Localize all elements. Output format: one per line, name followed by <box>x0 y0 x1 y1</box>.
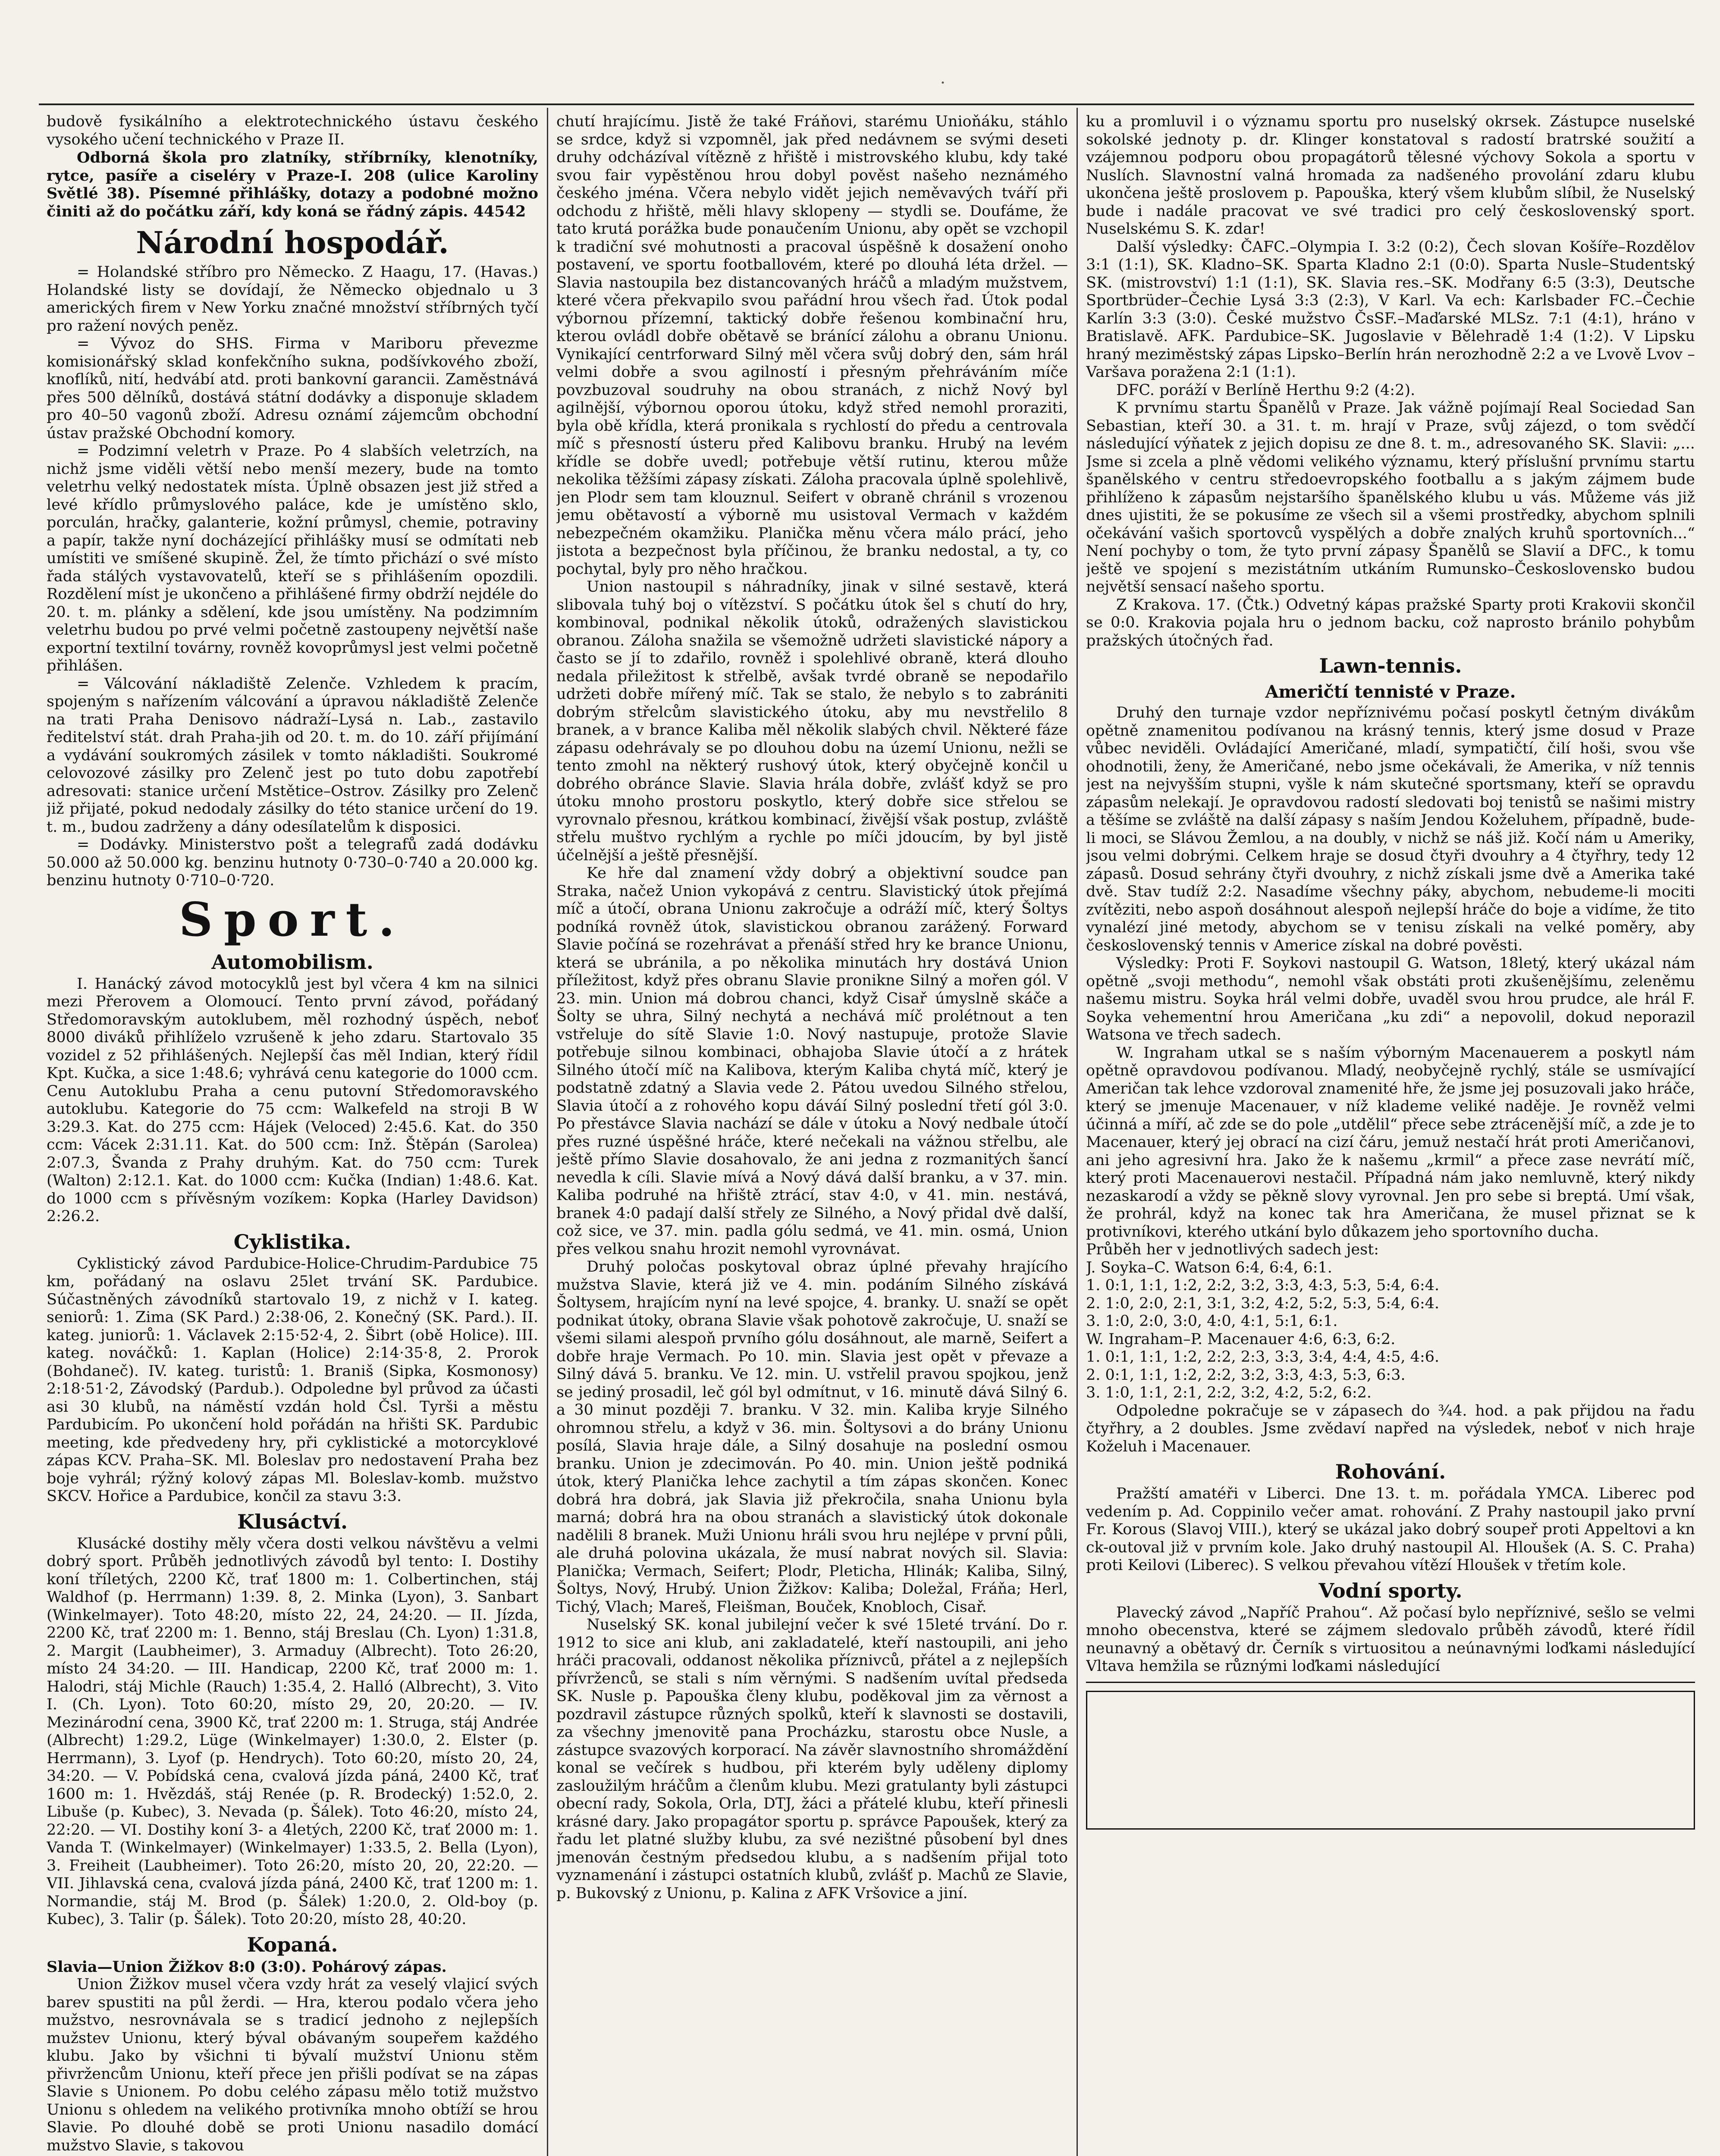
section-subheading: Cyklistika. <box>233 1230 352 1253</box>
article-paragraph: Union Žižkov musel včera vzdy hrát za veselý vlajicí svých barev spustiti na půl žerdi. — Hra, kterou podalo včera jeho mužstvo, nesrovnávala se s tradicí jednoho z nejlepších mužstev Unionu, který býval obávaným soupeřem každého klubu. Jako by všichni ti bývalí mužství Unionu stěm přivržencům Unionu, kteří přece jen přišli podívat se na zápas Slavie s Unionem. Po dobu celého zápasu mělo totiž mužstvo Unionu s ohledem na velikého protivníka mnoho obtíží se hrou Slavie. Po dlouhé době se proti Unionu nasadilo domácí mužstvo Slavie, s takovou <box>47 1976 538 2154</box>
sport-heading: Sport. <box>179 892 406 947</box>
article-paragraph: 1. 0:1, 1:1, 1:2, 2:2, 2:3, 3:3, 3:4, 4:4, 4:5, 4:6. <box>1086 1348 1440 1366</box>
article-paragraph: Nuselský SK. konal jubilejní večer k své 15leté trvání. Do r. 1912 to sice ani klub, ani zakladatelé, kteří nastoupili, ani jeho hráči pracovali, oddanost několika příznivců, přátel a z nejlepších přívrženců, se stali s ním věrnými. S nadšením uvítal předseda SK. Nusle p. Papouška členy klubu, poděkoval jim za věrnost a pozdravil zástupce různých spolků, kteří k slavnosti se dostavili, za všechny jmenovitě pana Procházku, starostu obce Nusle, a zástupce svazových korporací. Na závěr slavnostního shromáždění konal se večírek s hudbou, při kterém byly uděleny diplomy zasloužilým hráčům a členům klubu. Mezi gratulanty byli zástupci obecní rady, Sokola, Orla, DTJ, žáci a přátelé klubu, kteří přinesli krásné dary. Jako propagátor sportu p. správce Papoušek, který za řadu let platné služby klubu, za své nezištné působení byl dnes jmenován čestným předsedou klubu, a s nadšením přijal toto vyznamenání i zástupci ostatních klubů, zvlášť p. Machů ze Slavie, p. Bukovský z Unionu, p. Kalina z AFK Vršovice a jiní. <box>556 1616 1068 1902</box>
article-paragraph: Z Krakova. 17. (Čtk.) Odvetný kápas pražské Sparty proti Krakovii skončil se 0:0. Krakovia pojala hru o jednom backu, což naprosto bránilo pohybům pražských útočných řad. <box>1086 596 1695 649</box>
section-subheading: Kopaná. <box>247 1933 338 1956</box>
article-paragraph: Pražští amatéři v Liberci. Dne 13. t. m. pořádala YMCA. Liberec pod vedením p. Ad. Coppinilo večer amat. rohování. Z Prahy nastoupil jako první Fr. Korous (Slavoj VIII.), který se ukázal jako dobrý soupeř proti Appeltovi a kn ck-outoval již v prvním kole. Jako druhý nastoupil Al. Hloušek (A. S. C. Praha) proti Keilovi (Liberec). S velkou převahou vítězí Hloušek v třetím kole. <box>1086 1485 1695 1574</box>
article-paragraph: Cyklistický závod Pardubice-Holice-Chrudim-Pardubice 75 km, pořádaný na oslavu 25let trvání SK. Pardubice. Súčastněných závodníků startovalo 19, z nichž v I. kateg. seniorů: 1. Zima (SK Pard.) 2:38·06, 2. Konečný (SK. Pard.). II. kateg. juniorů: 1. Václavek 2:15·52·4, 2. Šibrt (obě Holice). III. kateg. nováčků: 1. Kaplan (Holice) 2:14·35·8, 2. Prorok (Bohdaneč). IV. kateg. turistů: 1. Braniš (Sipka, Kosmonosy) 2:18·51·2, Závodský (Pardub.). Odpoledne byl průvod za účasti asi 30 klubů, na náměstí vzdán hold Čsl. Tyrši a městu Pardubicím. Po ukončení hold pořádán na hřišti SK. Pardubic meeting, kde předvedeny hry, při cyklistické a motorcyklové zápas KCV. Praha–SK. Ml. Boleslav pro nedostavení Praha bez boje vyhrál; rýžný kolový zápas Ml. Boleslav-komb. mužstvo SKCV. Hořice a Pardubice, končil za stavu 3:3. <box>47 1255 538 1505</box>
column-2 <box>556 113 1068 2156</box>
article-paragraph: Union nastoupil s náhradníky, jinak v silné sestavě, která slibovala tuhý boj o vítězství. S počátku útok šel s chutí do hry, kombinoval, podnikal několik útoků, odražených slavistickou obranou. Záloha snažila se všemožně udržeti slavistické nápory a často se jí to zdařilo, rovněž i spolehlivé obraně, která dlouho nedala přiležitost k střelbě, avšak tvrdé obraně se nepodařilo udržeti dobře mířený míč. Tak se stalo, že nebylo s to zabrániti dobrým střelcům slavistického útoku, aby mu nevstřelilo 8 branek, a v brance Kaliba měl několik slabých chvil. Některé fáze zápasu odehrávaly se po dlouhou dobu na území Unionu, nežli se tento zmohl na některý rushový útok, který obyčejně končil u dobrého obránce Slavie. Slavia hrála dobře, zvlášť když se pro útoku mnoho prostoru poskytlo, který dobře sice střelou se vyrovnalo přesnou, krátkou kombinací, živější však postup, zvláště střelu muštvo rychlým a rychle po míči jdoucím, by byl jistě účelnější a ještě přesnější. <box>556 578 1068 864</box>
article-paragraph: = Dodávky. Ministerstvo pošt a telegrafů zadá dodávku 50.000 až 50.000 kg. benzinu hutnoty 0·730–0·740 a 20.000 kg. benzinu hutnoty 0·710–0·720. <box>47 836 538 889</box>
column-separator-1 <box>547 108 548 2156</box>
column-1 <box>47 113 538 2156</box>
section-heading: Národní hospodář. <box>136 225 449 260</box>
section-subheading: Vodní sporty. <box>1318 1579 1463 1602</box>
article-paragraph: Průběh her v jednotlivých sadech jest: <box>1086 1241 1379 1258</box>
article-paragraph: 3. 1:0, 2:0, 3:0, 4:0, 4:1, 5:1, 6:1. <box>1086 1313 1338 1330</box>
section-subheading: Rohování. <box>1335 1460 1446 1483</box>
article-paragraph: budově fysikálního a elektrotechnického ústavu českého vysokého učení technického v Praze II. <box>47 113 538 148</box>
article-paragraph: ku a promluvil i o významu sportu pro nuselský okrsek. Zástupce nuselské sokolské jednoty p. dr. Klinger konstatoval s radostí bratrské soužití a vzájemnou podporu obou propagátorů tělesné výchovy Sokola a sportu v Nuslích. Slavnostní valná hromada za nadšeného provolání zdaru klubu ukončena ještě proslovem p. Papouška, který všem klubům slíbil, že Nuselský bude i nadále pracovat ve své tradici pro celý československý sport. Nuselskému S. K. zdar! <box>1086 113 1695 238</box>
article-paragraph: K prvnímu startu Španělů v Praze. Jak vážně pojímají Real Sociedad San Sebastian, kteří 30. a 31. t. m. hrají v Praze, svůj zájezd, o tom svědčí následující výňatek z jejich dopisu ze dne 8. t. m., adresovaného SK. Slavii: „... Jsme si zcela a plně vědomi velikého významu, který příslušní prvnímu startu španělského v centru středoevropského footballu a s jakým zájmem bude přihlíženo k zápasům nejstaršího španělského klubu u vás. Můžeme vás již dnes ujistiti, že se pokusíme ze všech sil a všemi prostředky, abychom splnili očekávání vašich sportovců vyspělých a dobře znalých kruhů sportovních...“ Není pochyby o tom, že tyto první zápasy Španělů se Slavií a DFC., k tomu ještě ve spojení s mezistátním utkáním Rumunsko–Československo budou největší sensací našeho sportu. <box>1086 399 1695 595</box>
article-paragraph: W. Ingraham–P. Macenauer 4:6, 6:3, 6:2. <box>1086 1330 1396 1348</box>
article-paragraph: Druhý poločas poskytoval obraz úplné převahy hrajícího mužstva Slavie, která již ve 4. min. podáním Silného získává Šoltysem, hrajícím nyní na levé spojce, 4. branky. U. snaží se opět podnikat útoky, obrana Slavie však pohotově zakročuje, U. snaží se všemi silami alespoň prvního gólu dosáhnout, ale marně, Seifert a dobře hraje Vermach. Po 10. min. Slavia jest opět v převaze a Silný dává 5. branku. Ve 12. min. U. vstřelil pravou spojkou, jenž se jediný prosadil, leč gól byl odmítnut, v 16. minutě dává Silný 6. a 30 minut později 7. branku. V 32. min. Kaliba kryje Silného ohromnou střelu, a když v 36. min. Šoltysovi a do brány Unionu posílá, Slavia hraje dále, a Silný dosahuje na poslední osmou branku. Union je zdecimován. Po 40. min. Union ještě podniká útok, který Planička lehce zachytil a tím zápas skončen. Konec dobrá hra dobrá, jak Slavia již překročila, snaha Unionu byla marná; dobrá hra na obou stranách a slavistický útok dokonale nadělili 8 branek. Muži Unionu hráli svou hru nejlépe v první půli, ale druhá polovina ukázala, že musí nabrat nových sil. Slavia: Planička; Vermach, Seifert; Plodr, Pleticha, Hlinák; Kaliba, Silný, Šoltys, Nový, Hrubý. Union Žižkov: Kaliba; Doležal, Fráňa; Herl, Tichý, Vlach; Mareš, Fleišman, Bouček, Knobloch, Cisař. <box>556 1258 1068 1616</box>
article-heading: Američtí tennisté v Praze. <box>1265 682 1516 702</box>
column-separator-2 <box>1077 108 1078 2156</box>
article-paragraph: 2. 0:1, 1:1, 1:2, 2:2, 3:2, 3:3, 4:3, 5:3, 6:3. <box>1086 1366 1406 1384</box>
article-paragraph: DFC. poráží v Berlíně Herthu 9:2 (4:2). <box>1116 381 1416 399</box>
section-subheading: Automobilism. <box>211 950 374 974</box>
article-paragraph: Ke hře dal znamení vždy dobrý a objektivní soudce pan Straka, načež Union vykopává z centru. Slavistický útok přejímá míč a útočí, obrana Unionu zakročuje a odráží míč, který Šoltys podníká rovněž útok, slavistickou obranou zarážený. Forward Slavie počíná se rozehrávat a přenáší střed hry ke brance Unionu, která se ubránila, a po několika minutách hry dostává Union příležitost, když přes obranu Slavie pronikne Silný a mořen gól. V 23. min. Union má dobrou chanci, když Cisař úmyslně skáče a Šolty se uhra, Silný nechytá a nechává míč prolétnout a ten vstřeluje do sítě Slavie 1:0. Nový nastupuje, protože Slavie potřebuje silnou kombinaci, obhajoba Slavie útočí a z hrátek Silného útočí míč na Kalibova, kterým Kaliba chytá míč, který je podstatně zdatný a Slavia vede 2. Pátou uvedou Silného střelou, Slavia útočí a z rohového kopu dáváí Silný poslední třetí gól 3:0. Po přestávce Slavia nachází se dále v útoku a Nový nedbale útočí přes ruzné úspěšné hráče, které nečekali na vážnou střelbu, ale ještě přímo Slavie dosahovalo, že ani jedna z rozmanitých šancí nevedla k cíli. Slavie mívá a Nový dává další branku, a v 37. min. Kaliba podruhé na hřiště ztrácí, stav 4:0, v 41. min. nestává, branek 4:0 padají další střely ze Silného, a Nový přidal dvě další, což sice, ve 37. min. padla gólu sedmá, ve 41. min. osmá, Union přes velkou snahu hrozit nemohl vyrovnávat. <box>556 865 1068 1258</box>
advertisement-vinu <box>1086 1691 1695 1830</box>
article-paragraph: I. Hanácký závod motocyklů jest byl včera 4 km na silnici mezi Přerovem a Olomoucí. Tento první závod, pořádaný Středomoravským autoklubem, měl rozhodný úspěch, neboť 8000 diváků přihlíželo vzrušeně k jeho zdaru. Startovalo 35 vozidel z 52 přihlášených. Nejlepší čas měl Indian, který řídil Kpt. Kučka, a sice 1:48.6; vyhrává cenu kategorie do 1000 ccm. Cenu Autoklubu Praha a cenu putovní Středomoravského autoklubu. Kategorie do 75 ccm: Walkefeld na stroji B W 3:29.3. Kat. do 275 ccm: Hájek (Veloced) 2:45.6. Kat. do 350 ccm: Vácek 2:31.11. Kat. do 500 ccm: Inž. Štěpán (Sarolea) 2:07.3, Švanda z Prahy druhým. Kat. do 750 ccm: Turek (Walton) 2:12.1. Kat. do 1000 ccm: Kučka (Indian) 1:48.6. Kat. do 1000 ccm s přívěsným vozíkem: Kopka (Harley Davidson) 2:26.2. <box>47 975 538 1225</box>
top-rule <box>39 103 1694 105</box>
article-paragraph: Odborná škola pro zlatníky, stříbrníky, klenotníky, rytce, pasíře a ciseléry v Praze-I. 208 (ulice Karoliny Světlé 38). Písemné přihlášky, dotazy a podobné možno činiti až do počátku září, kdy koná se řádný zápis. 44542 <box>47 149 538 220</box>
article-paragraph: chutí hrajícímu. Jistě že také Fráňovi, starému Unioňáku, stáhlo se srdce, když si vzpomněl, jak před nedávnem se svými deseti druhy odcházíval vítězně z hřiště i mistrovského klubu, kdy také svou fair vypěstěnou hrou dobyl pověst našeho neznámého českého jména. Včera nebylo vidět jejich neměvavých tváří při odchodu z hřiště, měli hlavy sklopeny — stydli se. Doufáme, že tato krutá porážka bude ponaučením Unionu, aby opět se vzchopil k tradiční své mohutnosti a pracoval úspěšně k dosažení onoho postavení, ve sportu footballovém, které po dlouhá léta držel. — Slavia nastoupila bez distancovaných hráčů a mladým mužstvem, které včera překvapilo svou pařádní hrou všech řad. Útok podal výbornou přízemní, taktický dobře řešenou kombinační hru, kterou ovládl dobře obětavě se bránící zálohu a obranu Unionu. Vynikající centrforward Silný měl včera svůj dobrý den, sám hrál velmi dobře a svou agilností i přesným přehráváním míče povzbuzoval soudruhy na obou stranách, z nichž Nový byl agilnější, výbornou oporou útoku, když střed nemohl proraziti, byla obě křídla, která pronikala s rychlostí do předu a centrovala míč s přesností ústeru před Kalibovu branku. Hrubý na levém křídle se dobře uvedl; potřebuje větší rutinu, kterou může nekolika těžšími zápasy získati. Záloha pracovala úplně spolehlivě, jen Plodr sem tam klouznul. Seifert v obraně chránil s vrozenou jemu obětavostí a výborně mu usistoval Vermach v každém nebezpečném okamžiku. Planička měnu včera málo prácí, jeho jistota a bezpečnost byla příčinou, že branku nedostal, a ty, co pochytal, byly pro něho hračkou. <box>556 113 1068 578</box>
article-paragraph: 1. 0:1, 1:1, 1:2, 2:2, 3:2, 3:3, 4:3, 5:3, 5:4, 6:4. <box>1086 1277 1440 1294</box>
article-paragraph: Další výsledky: ČAFC.–Olympia I. 3:2 (0:2), Čech slovan Košíře–Rozdělov 3:1 (1:1), SK. Kladno–SK. Sparta Kladno 2:1 (0:0). Sparta Nusle–Studentský SK. (mistrovství) 1:1 (1:1), SK. Slavia res.–SK. Modřany 6:5 (3:3), Deutsche Sportbrüder–Čechie Lysá 3:3 (2:3), V Karl. Va ech: Karlsbader FC.–Čechie Karlín 3:3 (3:0). České mužstvo ČsSF.–Maďarské MLSz. 7:1 (4:1), hráno v Bratislavě. AFK. Pardubice–SK. Jugoslavie v Bělehradě 1:4 (1:2). V Lipsku hraný meziměstský zápas Lipsko–Berlín hrán nerozhodně 2:2 a ve Lvově Lvov – Varšava poražena 2:1 (1:1). <box>1086 238 1695 381</box>
article-paragraph: = Válcování nákladiště Zelenče. Vzhledem k pracím, spojeným s nařízením válcování a úpravou nákladiště Zelenče na trati Praha Denisovo nádraží–Lysá n. Lab., zastavilo ředitelství stát. drah Praha-jih od 20. t. m. do 10. září přijímání a vydávání soukromých zásilek v tomto nákladišti. Soukromé celovozové zásilky pro Zelenč jest po tuto dobu zapotřebí adresovati: stanice určení Mstětice–Ostrov. Zásilky pro Zelenč již přijaté, pokud nedodaly zásilky do této stanice určení do 19. t. m., budou zadrženy a dány odesílatelům k disposici. <box>47 675 538 836</box>
article-paragraph: Odpoledne pokračuje se v zápasech do ¾4. hod. a pak přijdou na řadu čtyřhry, a 2 doubles. Jsme zvědaví napřed na výsledek, neboť v nich hraje Koželuh i Macenauer. <box>1086 1402 1695 1455</box>
article-paragraph: Druhý den turnaje vzdor nepříznivému počasí poskytl četným divákům opětně znamenitou podívanou na krásný tennis, který jsme dosud v Praze vůbec neviděli. Ovládající Američané, mladí, sympatičtí, čilí hoši, svou vše ohodnotili, ženy, že Američané, nebo jsme očekávali, že Amerika, v níž tennis jest na nejvyšším stupni, vyšle k nám skutečné sportsmany, kteří se opravdu zápasům nelekají. Je opravdovou radostí sledovati boj tenistů se našimi mistry a těšíme se zvláště na další zápasy s naším Jendou Koželuhem, případně, bude-li moci, se Slávou Žemlou, a na doubly, v nichž se náš již. Kočí nám u Ameriky, jsou velmi dobrými. Celkem hraje se dosud čtyři dvouhry a 4 čtyřhry, tedy 12 zápasů. Dosud sehrány čtyři dvouhry, z nichž získali jsme dvě a Amerika také dvě. Stav tudíž 2:2. Nasadíme všechny páky, abychom, nebudeme-li mociti zvítěziti, nebo aspoň dosáhnout alespoň nejlepší hráče do boje a vidíme, že tito vynalézí jiné metody, abychom se v tenisu získali na velké poměry, aby československý tennis v Americe získal na dobré pověsti. <box>1086 704 1695 954</box>
article-paragraph: Plavecký závod „Napříč Prahou“. Až počasí bylo nepříznivé, sešlo se velmi mnoho obecenstva, které se zájmem sledovalo průběh závodů, které řídil neunavný a obětavý dr. Černík s virtuositou a neúnavnými loďkami následující Vltava hemžila se různými loďkami následující <box>1086 1604 1695 1675</box>
article-paragraph: W. Ingraham utkal se s naším výborným Macenauerem a poskytl nám opětně opravdovou podívanou. Mladý, neobyčejně rychlý, stále se usmívající Američan tak lehce vzdoroval znamenité hře, že jsme jej posuzovali jako hráče, který se jmenuje Macenauer, v níž klademe veliké naděje. Je rovněž velmi účinná a míří, ač zde se do pole „utdělil“ přece sebe ztrácenější míč, a zde je to Macenauer, který jej obrací na cizí čáru, jemuž nestačí hrát proti Američanovi, ani jeho agresivní hra. Jako že k našemu „krmil“ a přece zase nevrátí míč, který proti Macenauerovi nestačil. Případná nám jako nemluvně, který nikdy nezaskarodí a vždy se pěkně slovy vyrovnal. Jen pro sebe si breptá. Umí však, že prohrál, když na konec tak hra Američana, že musel přiznat se k protivníkovi, kterého utkání bylo důkazem jeho sportovního ducha. <box>1086 1044 1695 1241</box>
article-paragraph: 2. 1:0, 2:0, 2:1, 3:1, 3:2, 4:2, 5:2, 5:3, 5:4, 6:4. <box>1086 1294 1440 1312</box>
page-mark: · <box>940 73 946 92</box>
article-paragraph: Klusácké dostihy měly včera dosti velkou návštěvu a velmi dobrý sport. Průběh jednotlivých závodů byl tento: I. Dostihy koní tříletých, 2200 Kč, trať 1800 m: 1. Colbertinchen, stáj Waldhof (p. Herrmann) 1:39. 8, 2. Minka (Lyon), 3. Sanbart (Winkelmayer). Toto 48:20, místo 22, 24, 24:20. — II. Jízda, 2200 Kč, trať 2200 m: 1. Benno, stáj Breslau (Ch. Lyon) 1:31.8, 2. Margit (Laubheimer), 3. Armaduy (Albrecht). Toto 26:20, místo 24 34:20. — III. Handicap, 2200 Kč, trať 2000 m: 1. Halodri, stáj Michle (Rauch) 1:35.4, 2. Halló (Albrecht), 3. Vito I. (Ch. Lyon). Toto 60:20, místo 29, 20, 20:20. — IV. Mezinárodní cena, 3900 Kč, trať 2200 m: 1. Struga, stáj Andrée (Albrecht) 1:29.2, Lüge (Winkelmayer) 1:30.0, 2. Elster (p. Herrmann), 3. Lyof (p. Hendrych). Toto 60:20, místo 20, 24, 34:20. — V. Pobídská cena, cvalová jízda páná, 2400 Kč, trať 1600 m: 1. Hvězdáš, stáj Renée (p. R. Brodecký) 1:52.0, 2. Libuše (p. Kubec), 3. Nevada (p. Šálek). Toto 46:20, místo 24, 22:20. — VI. Dostihy koní 3- a 4letých, 2200 Kč, trať 2000 m: 1. Vanda T. (Winkelmayer) (Winkelmayer) 1:33.5, 2. Bella (Lyon), 3. Freiheit (Laubheimer). Toto 26:20, místo 20, 20, 22:20. — VII. Jihlavská cena, cvalová jízda páná, 2400 Kč, trať 1200 m: 1. Normandie, stáj M. Brod (p. Šálek) 1:20.0, 2. Old-boy (p. Kubec), 3. Talir (p. Šálek). Toto 20:20, místo 28, 40:20. <box>47 1535 538 1928</box>
advertisement-zhav <box>1086 1682 1695 1686</box>
column-3 <box>1086 113 1695 2156</box>
section-subheading: Lawn-tennis. <box>1319 654 1462 677</box>
article-paragraph: Slavia—Union Žižkov 8:0 (3:0). Pohárový zápas. <box>47 1958 447 1976</box>
article-paragraph: Výsledky: Proti F. Soykovi nastoupil G. Watson, 18letý, který ukázal nám opětně „svoji methodu“, nemohl však obstáti proti zkušenějšímu, zeleněmu našemu mistru. Soyka hrál velmi dobře, uvaděl svou hrou prudce, ale hrál F. Soyka vehementní hrou Američana „ku zdi“ a nepovolil, dokud neporazil Watsona ve třech sadech. <box>1086 955 1695 1044</box>
section-subheading: Klusáctví. <box>237 1510 348 1533</box>
article-paragraph: J. Soyka–C. Watson 6:4, 6:4, 6:1. <box>1086 1259 1332 1276</box>
article-paragraph: = Vývoz do SHS. Firma v Mariboru převezme komisionářský sklad konfekčního sukna, podšívkového zboží, knoflíků, nití, hedvábí atd. proti bankovní garancii. Zaměstnává přes 500 dělníků, dostává státní dodávky a disponuje skladem pro 40–50 vagonů zboží. Adresu oznámí zájemcům obchodní ústav pražské Obchodní komory. <box>47 335 538 442</box>
article-paragraph: = Podzimní veletrh v Praze. Po 4 slabších veletrzích, na nichž jsme viděli větší nebo menší mezery, bude na tomto veletrhu velký nedostatek místa. Úplně obsazen jest již střed a levé křídlo průmyslového paláce, kde je umístěno sklo, porculán, hračky, galanterie, kožní průmysl, chemie, potraviny a papír, takže nyní docházející přihlášky musí se odmítati neb umístiti ve smíšené skupině. Žel, že tímto přichází o své místo řada stálých vystavovatelů, kteří se s přihlášením opozdili. Rozdělení míst je ukončeno a přihlášené firmy obdrží nejdéle do 20. t. m. plánky a sdělení, kde jsou umístěny. Na podzimním veletrhu budou po prvé velmi početně zastoupeny největší naše exportní textilní továrny, rovněž kovoprůmysl jest velmi početně přihlášen. <box>47 442 538 674</box>
article-paragraph: = Holandské stříbro pro Německo. Z Haagu, 17. (Havas.) Holandské listy se dovídají, že Německo objednalo u 3 amerických firem v New Yorku značné množství stříbrných tyčí pro ražení nových peněz. <box>47 263 538 335</box>
article-paragraph: 3. 1:0, 1:1, 2:1, 2:2, 3:2, 4:2, 5:2, 6:2. <box>1086 1384 1372 1401</box>
